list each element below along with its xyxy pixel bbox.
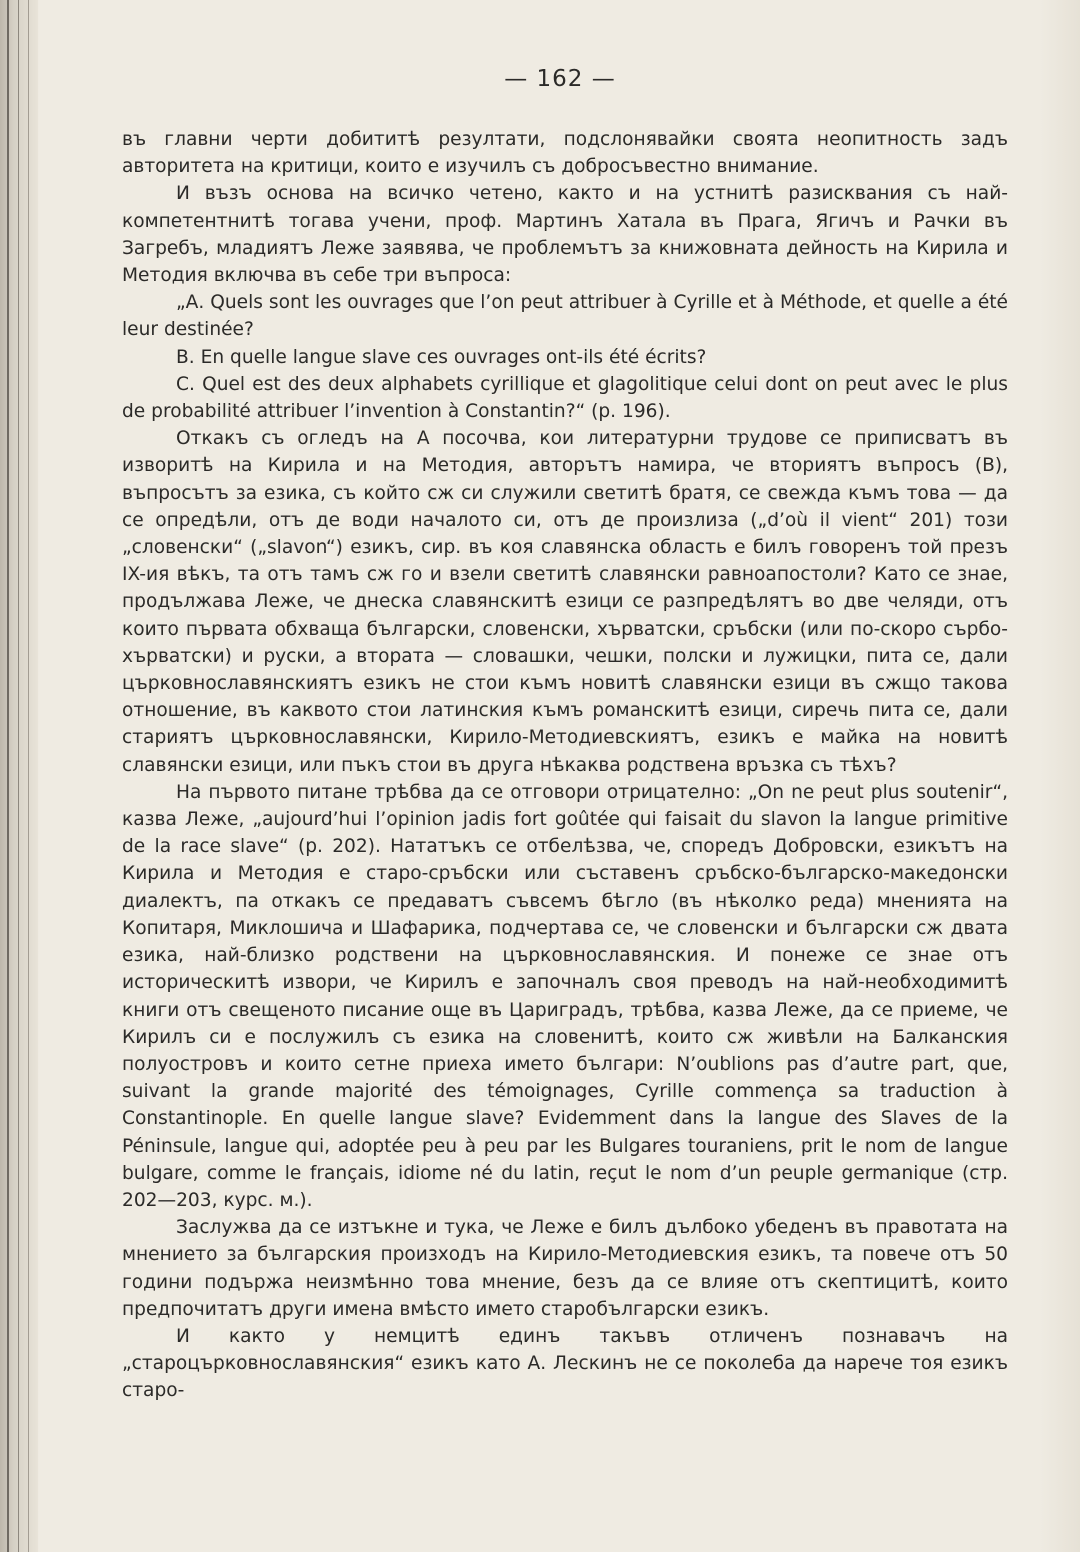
binding-line bbox=[28, 0, 29, 1552]
paragraph-1: въ главни черти добититѣ резултати, подслонявайки своята неопитность задъ авторитета на критици, които е изучилъ съ добросъвестно внимание. bbox=[122, 129, 1008, 178]
book-binding-edge bbox=[0, 0, 38, 1552]
body-text bbox=[122, 126, 1008, 1405]
binding-line bbox=[18, 0, 19, 1552]
paragraph-4: На първото питане трѣбва да се отговори отрицателно: „On ne peut plus soutenir“, казва Леже, „aujourd’hui l’opinion jadis fort goûtée qui faisait du slavon la langue primitive de la race slave“ (p. 202). Нататъкъ се отбелѣзва, че, споредъ Добровски, езикътъ на Кирила и Методия е старо-сръбски или съставенъ сръбско-българско-македонски диалектъ, па откакъ се предаватъ съвсемъ бѣгло (въ нѣколко реда) мненията на Копитаря, Миклошича и Шафарика, подчертава се, че словенски и български сж двата езика, най-близко родствени на църковнославянския. И понеже се знае отъ историческитѣ извори, че Кирилъ е започналъ своя преводъ на най-необходимитѣ книги отъ свещеното писание още въ Цариградъ, трѣбва, казва Леже, да се приеме, че Кирилъ си е послужилъ съ езика на словенитѣ, които сж живѣли на Балканския полуостровъ и които сетне приеха името българи: N’oublions pas d’autre part, que, suivant la grande majorité des témoignages, Cyrille commença sa traduction à Constantinople. En quelle langue slave? Evidemment dans la langue des Slaves de la Péninsule, langue qui, adoptée peu à peu par les Bulgares touraniens, prit le nom de langue bulgare, comme le français, idiome né du latin, reçut le nom d’un peuple germanique (стр. 202—203, курс. м.). bbox=[122, 781, 1008, 1211]
paragraph-3: Откакъ съ огледъ на А посочва, кои литературни трудове се приписватъ въ изворитѣ на Кирила и на Методия, авторътъ намира, че вториятъ въпросъ (В), въпросътъ за езика, съ който сж си служили светитѣ братя, се свежда къмъ това — да се опредѣли, отъ де води началото си, отъ де произлиза („d’où il vient“ 201) този „словенски“ („slavon“) езикъ, сир. въ коя славянска область е билъ говоренъ той презъ IX-ия вѣкъ, та отъ тамъ сж го и взели светитѣ славянски равноапостоли? Като се знае, продължава Леже, че днеска славянскитѣ езици се разпредѣлятъ во две челяди, отъ които първата обхваща български, словенски, хърватски, сръбски (или по-скоро сърбо-хърватски) и руски, а втората — словашки, чешки, полски и лужицки, пита се, дали църковнославянскиятъ езикъ не стои къмъ новитѣ славянски езици въ сжщо такова отношение, въ каквото стои латинския къмъ романскитѣ езици, сиречь пита се, дали стариятъ църковнославянски, Кирило-Методиевскиятъ, езикъ е майка на новитѣ славянски езици, или пъкъ стои въ друга нѣкаква родствена връзка съ тѣхъ? bbox=[122, 428, 1008, 776]
quote-a: „А. Quels sont les ouvrages que l’on peut attribuer à Cyrille et à Méthode, et quelle a été leur destinée? bbox=[122, 292, 1008, 341]
paragraph-6: И както у немцитѣ единъ такъвъ отличенъ познавачъ на „староцърковнославянския“ езикъ като А. Лескинъ не се поколеба да нарече тоя езикъ старо- bbox=[122, 1325, 1008, 1402]
paragraph-2: И възъ основа на всичко четено, както и на устнитѣ разисквания съ най-компетентнитѣ тогава учени, проф. Мартинъ Хатала въ Прага, Ягичъ и Рачки въ Загребъ, младиятъ Леже заявява, че проблемътъ за книжовната дейность на Кирила и Методия включва въ себе три въпроса: bbox=[122, 183, 1008, 287]
quote-b: B. En quelle langue slave ces ouvrages ont-ils été écrits? bbox=[176, 346, 707, 368]
binding-line bbox=[7, 0, 9, 1552]
quote-c: C. Quel est des deux alphabets cyrillique et glagolitique celui dont on peut avec le plus de probabilité attribuer l’invention à Constantin?“ (p. 196). bbox=[122, 373, 1008, 423]
page-number: — 162 — bbox=[504, 66, 616, 92]
paragraph-5: Заслужва да се изтъкне и тука, че Леже е билъ дълбоко убеденъ въ правотата на мнението за българския произходъ на Кирило-Методиевския езикъ, та повече отъ 50 години подържа неизмѣнно това мнение, безъ да се влияе отъ скептицитѣ, които предпочитатъ други имена вмѣсто името старобългарски езикъ. bbox=[122, 1217, 1008, 1320]
